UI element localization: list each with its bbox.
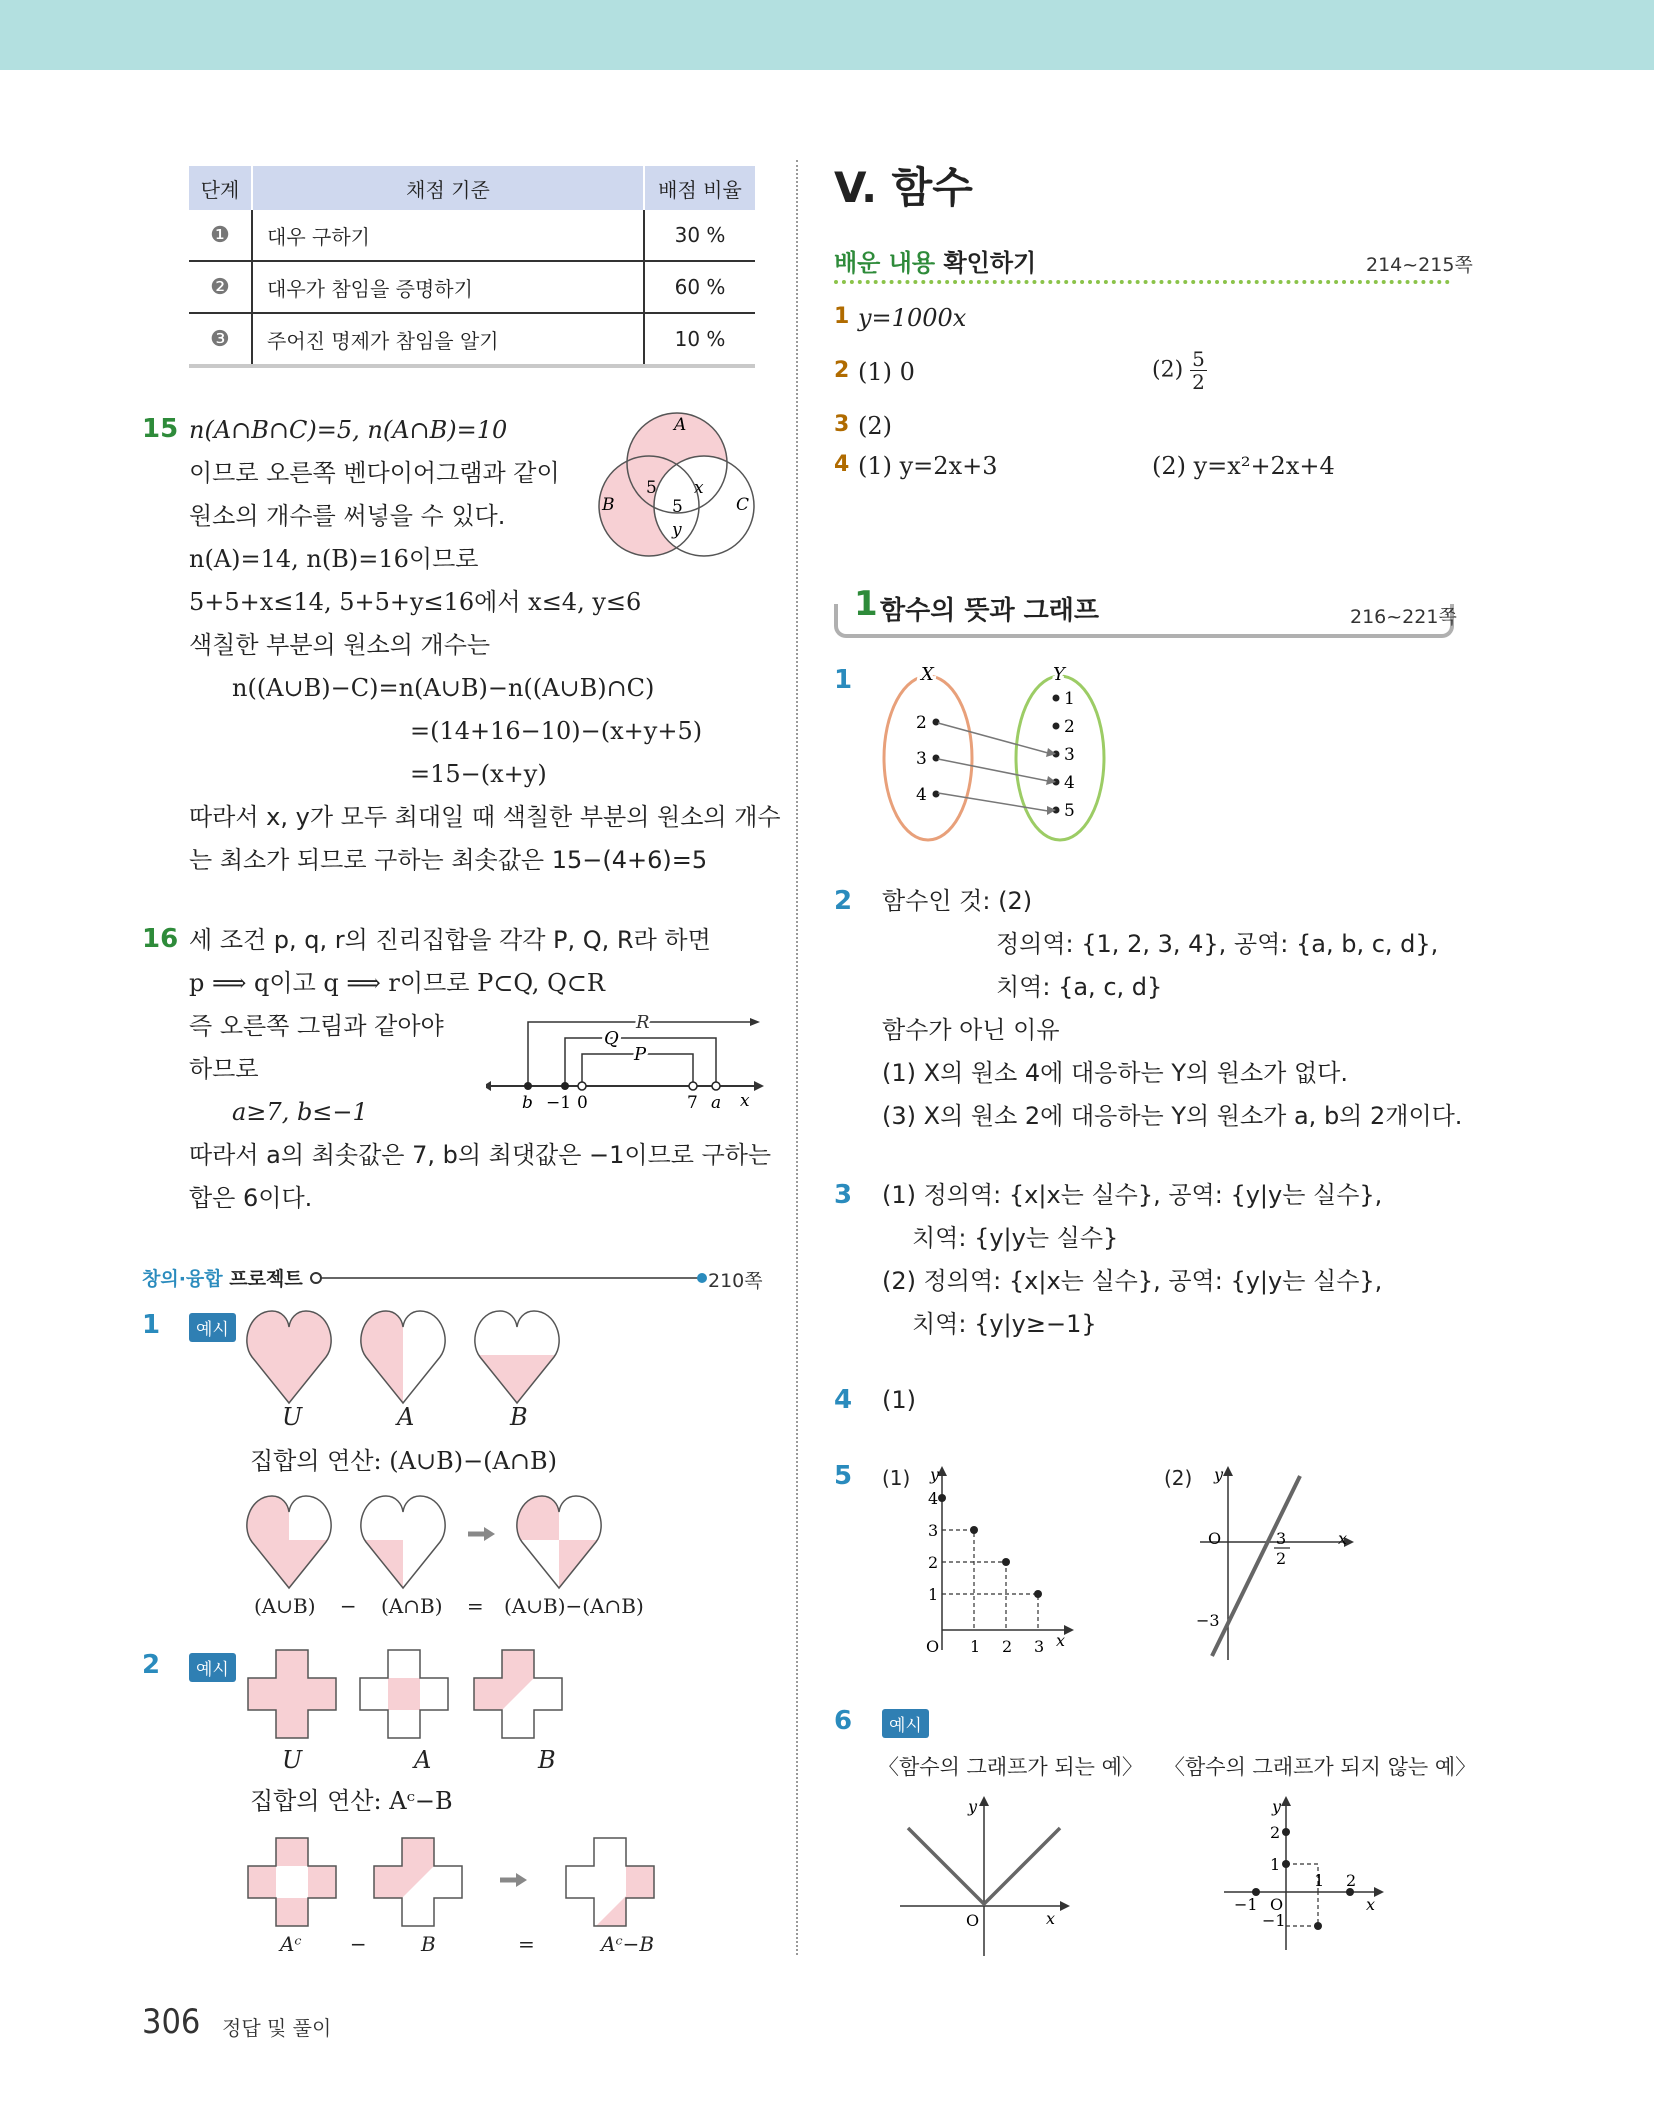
tick-label: 2 [1002,1637,1013,1656]
set-label-x: X [921,664,934,685]
question-number: 2 [142,1650,161,1680]
element-label: 4 [916,785,927,805]
result-labels-row2 [280,1932,654,1956]
heart-shapes-row2 [240,1490,620,1600]
result-label: Aᶜ−B [601,1932,655,1956]
solution-line: (2) 정의역: {x|x는 실수}, 공역: {y|y는 실수}, [882,1267,1383,1295]
tick-label: 0 [577,1093,588,1113]
scatter-graph [1214,1790,1394,1960]
chapter-title: V. 함수 [834,163,973,212]
solution-line: =15−(x+y) [410,760,547,788]
set-label-q: Q [604,1028,619,1049]
question-number: 16 [142,924,179,954]
review-answer: (2) [858,412,892,440]
origin-label: O [926,1637,940,1656]
review-answer-b: (2) y=x²+2x+4 [1152,452,1335,480]
project-title-b: 프로젝트 [229,1268,303,1290]
criterion-cell: 대우가 참임을 증명하기 [252,261,644,313]
element-label: 4 [1064,773,1075,793]
element-label: 5 [1064,801,1075,821]
tick-label: 1 [1314,1871,1325,1890]
solution-line: 치역: {y|y≥−1} [912,1310,1097,1338]
review-answer: (1) 0 [858,358,915,386]
solution-line: 치역: {a, c, d} [996,973,1163,1001]
axis-label: y [1272,1797,1282,1816]
shape-label: U [282,1403,303,1431]
step-badge: ❸ [189,313,252,366]
tick-label: 2 [928,1553,939,1572]
example-badge: 예시 [189,1313,236,1342]
axis-label: y [930,1465,940,1484]
example-badge: 예시 [882,1709,929,1738]
operation-line: 집합의 연산: Aᶜ−B [250,1787,453,1815]
review-item-number: 3 [834,412,850,437]
solution-line: 함수가 아닌 이유 [882,1016,1060,1044]
caption: 〈함수의 그래프가 되지 않는 예〉 [1164,1755,1477,1779]
table-row [189,210,755,261]
table-header: 단계 [189,166,252,210]
solution-line: (1) [882,1386,916,1414]
cross-shapes-row2 [240,1836,660,1932]
solution-line: 5+5+x≤14, 5+5+y≤16에서 x≤4, y≤6 [189,588,642,616]
review-title-green: 배운 내용 [834,249,936,277]
solution-line: 함수인 것: (2) [882,887,1033,915]
solution-line: 치역: {y|y는 실수} [912,1224,1119,1252]
solution-line: 정의역: {1, 2, 3, 4}, 공역: {a, b, c, d}, [996,930,1439,958]
tick-label: 1 [928,1585,939,1604]
fraction-numerator: 5 [1192,347,1205,371]
section-number: 1 [854,584,878,624]
venn-label: C [736,495,750,515]
question-number: 1 [142,1310,161,1340]
element-label: 3 [916,749,927,769]
review-item-number: 1 [834,304,850,329]
question-number: 15 [142,414,179,444]
step-badge: ❶ [189,210,252,261]
result-label: B [420,1932,436,1956]
review-answer-prefix: (2) [1152,357,1184,383]
review-answer: (1) y=2x+3 [858,452,998,480]
venn-value: y [672,520,682,540]
tick-label: 1 [970,1637,981,1656]
tick-label: 2 [1270,1823,1281,1842]
tick-label: 2 [1276,1549,1287,1568]
review-item-number: 4 [834,452,850,477]
example-badge: 예시 [189,1653,236,1682]
tick-label: 1 [1270,1855,1281,1874]
venn-diagram [594,408,764,568]
element-label: 1 [1064,689,1075,709]
project-page-ref: 210쪽 [708,1270,763,1292]
table-header: 채점 기준 [252,166,644,210]
review-answer-b [1152,348,1207,393]
solution-line: a≥7, b≤−1 [232,1098,368,1126]
mapping-diagram [876,660,1116,850]
tick-label: 4 [928,1489,939,1508]
fraction-denominator: 2 [1192,370,1205,394]
number-line-diagram [486,1008,766,1118]
solution-line: 따라서 a의 최솟값은 7, b의 최댓값은 −1이므로 구하는 [189,1141,772,1169]
tick-label: −1 [546,1093,572,1113]
origin-label: O [1208,1529,1222,1548]
venn-label: B [602,495,615,515]
venn-value: 5 [646,478,657,498]
solution-line: 따라서 x, y가 모두 최대일 때 색칠한 부분의 원소의 개수 [189,803,781,831]
axis-label: y [968,1797,978,1816]
solution-line: n(A)=14, n(B)=16이므로 [189,545,479,573]
axis-label: x [740,1091,750,1111]
cross-shapes-row1 [240,1648,600,1744]
step-badge: ❷ [189,261,252,313]
solution-line: 원소의 개수를 써넣을 수 있다. [189,502,506,530]
ratio-cell: 60 % [644,261,755,313]
criterion-cell: 대우 구하기 [252,210,644,261]
ratio-cell: 30 % [644,210,755,261]
solution-line: 즉 오른쪽 그림과 같아야 [189,1012,444,1040]
element-label: 3 [1064,745,1075,765]
table-header: 배점 비율 [644,166,755,210]
project-header [142,1264,303,1291]
solution-line: (3) X의 원소 2에 대응하는 Y의 원소가 a, b의 2개이다. [882,1102,1463,1130]
axis-label: y [1214,1465,1224,1484]
tick-label: −3 [1196,1611,1220,1630]
column-divider [796,160,798,1955]
question-number: 3 [834,1180,853,1210]
set-label-r: R [636,1012,650,1033]
result-labels-row1 [254,1594,644,1618]
venn-label: A [674,415,687,435]
top-color-band [0,0,1654,70]
review-title [834,243,1036,278]
review-answer: y=1000x [858,304,967,332]
graph-label: (2) [1164,1466,1193,1490]
section-page-ref: 216~221쪽 [1350,606,1457,628]
review-item-number: 2 [834,358,850,383]
element-label: 2 [916,713,927,733]
ratio-cell: 10 % [644,313,755,366]
review-divider [834,280,1450,284]
tick-label: b [522,1093,533,1113]
solution-line: 세 조건 p, q, r의 진리집합을 각각 P, Q, R라 하면 [189,926,711,954]
question-number: 4 [834,1385,853,1415]
result-label: (A∪B) [254,1594,316,1618]
table-row [189,313,755,366]
review-title-black: 확인하기 [943,249,1037,277]
origin-label: O [1270,1895,1284,1914]
solution-line: n((A∪B)−C)=n(A∪B)−n((A∪B)∩C) [232,674,655,702]
solution-line: 색칠한 부분의 원소의 개수는 [189,631,491,659]
shape-label: U [282,1746,303,1774]
project-rule [308,1270,708,1286]
section-title: 함수의 뜻과 그래프 [880,596,1100,626]
tick-label: 7 [687,1093,698,1113]
operation-line: 집합의 연산: (A∪B)−(A∩B) [250,1447,557,1475]
venn-value: 5 [672,497,683,517]
arrow-icon [468,1527,495,1541]
result-label: (A∪B)−(A∩B) [504,1594,644,1618]
fraction [1190,348,1207,393]
shape-label: A [414,1746,432,1774]
result-label: (A∩B) [381,1594,443,1618]
line-graph [1190,1460,1360,1670]
solution-line: (1) X의 원소 4에 대응하는 Y의 원소가 없다. [882,1059,1348,1087]
tick-label: −1 [1234,1895,1258,1914]
dot-graph [900,1460,1080,1660]
abs-graph [900,1790,1080,1960]
result-label: = [466,1594,484,1618]
venn-value: x [694,478,704,498]
shape-label: B [510,1403,528,1431]
table-row [189,261,755,313]
solution-line: 이므로 오른쪽 벤다이어그램과 같이 [189,459,560,487]
solution-line: n(A∩B∩C)=5, n(A∩B)=10 [189,416,508,444]
page-number: 306 [142,2002,201,2042]
tick-label: 2 [1346,1871,1357,1890]
result-label: − [339,1594,357,1618]
element-label: 2 [1064,717,1075,737]
shape-label: B [538,1746,556,1774]
graph-label: (1) [882,1466,911,1490]
set-label-p: P [634,1044,647,1065]
question-number: 1 [834,665,853,695]
footer-label: 정답 및 풀이 [222,2016,332,2040]
question-number: 6 [834,1706,853,1736]
origin-label: O [966,1911,980,1930]
axis-label: x [1338,1529,1348,1548]
result-label: = [518,1932,535,1956]
criterion-cell: 주어진 명제가 참임을 알기 [252,313,644,366]
result-label: Aᶜ [280,1932,302,1956]
review-page-ref: 214~215쪽 [1366,254,1473,276]
caption: 〈함수의 그래프가 되는 예〉 [878,1755,1143,1779]
tick-label: a [711,1093,722,1113]
question-number: 2 [834,886,853,916]
scoring-table [189,166,755,368]
project-title-a: 창의·융합 [142,1268,223,1290]
solution-line: 합은 6이다. [189,1184,313,1212]
solution-line: 는 최소가 되므로 구하는 최솟값은 15−(4+6)=5 [189,846,708,874]
axis-label: x [1366,1895,1376,1914]
axis-label: x [1056,1631,1066,1650]
tick-label: 3 [1034,1637,1045,1656]
tick-label: 3 [1276,1529,1287,1548]
solution-line: 하므로 [189,1055,259,1083]
set-label-y: Y [1053,664,1065,685]
arrow-icon [500,1873,527,1887]
solution-line: (1) 정의역: {x|x는 실수}, 공역: {y|y는 실수}, [882,1181,1383,1209]
question-number: 5 [834,1461,853,1491]
result-label: − [349,1932,367,1956]
solution-line: p ⟹ q이고 q ⟹ r이므로 P⊂Q, Q⊂R [189,969,605,997]
shape-label: A [397,1403,415,1431]
solution-line: =(14+16−10)−(x+y+5) [410,717,703,745]
tick-label: −1 [1262,1911,1286,1930]
axis-label: x [1046,1909,1056,1928]
tick-label: 3 [928,1521,939,1540]
